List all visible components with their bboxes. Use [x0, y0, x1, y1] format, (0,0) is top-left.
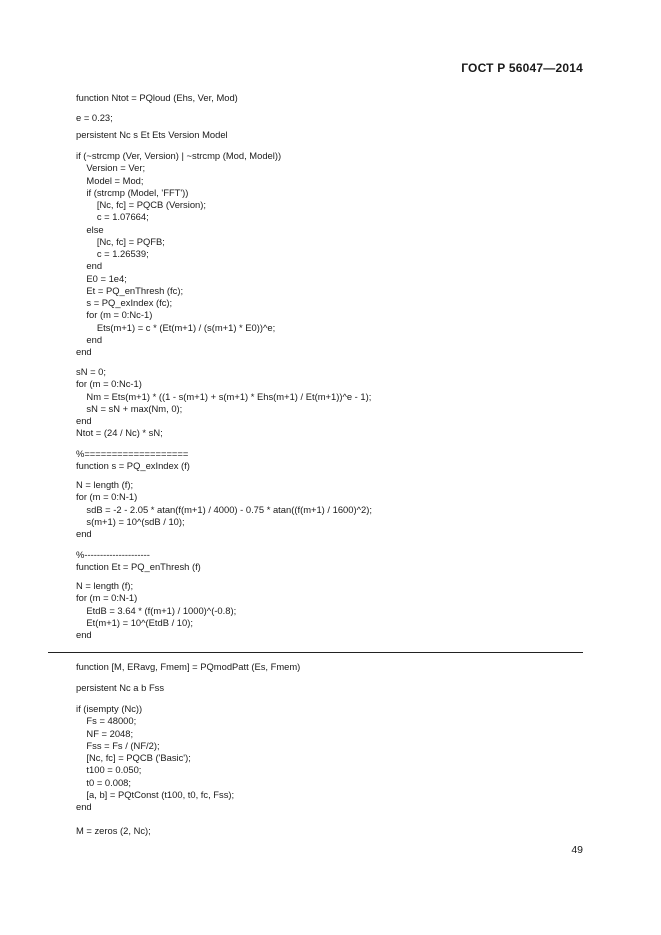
code-line: e = 0.23;	[76, 112, 113, 123]
code-line: Fss = Fs / (NF/2);	[76, 739, 160, 751]
section-divider	[48, 652, 583, 653]
code-block	[76, 92, 238, 104]
code-line: %===================	[76, 448, 189, 459]
code-line: t100 = 0.050;	[76, 764, 142, 776]
code-line: persistent Nc a b Fss	[76, 682, 165, 693]
code-line: end	[76, 528, 92, 539]
code-line: NF = 2048;	[76, 727, 134, 739]
code-line: for (m = 0:N-1)	[76, 592, 138, 604]
code-block	[76, 150, 281, 358]
code-line: end	[76, 801, 92, 812]
code-line: Et = PQ_enThresh (fc);	[76, 284, 184, 296]
code-line: Fs = 48000;	[76, 715, 137, 727]
code-line: persistent Nc s Et Ets Version Model	[76, 129, 228, 140]
code-line: function s = PQ_exIndex (f)	[76, 460, 190, 472]
code-line: sdB = -2 - 2.05 * atan(f(m+1) / 4000) - 0.75 * atan((f(m+1) / 1600)^2);	[76, 503, 372, 515]
code-line: [Nc, fc] = PQCB (Version);	[76, 199, 206, 210]
code-line: end	[76, 346, 92, 357]
code-block	[76, 661, 300, 673]
code-block	[76, 825, 151, 837]
code-line: if (isempty (Nc))	[76, 703, 143, 714]
code-line: t0 = 0.008;	[76, 776, 131, 788]
code-line: if (~strcmp (Ver, Version) | ~strcmp (Mod, Model))	[76, 150, 282, 161]
code-line: for (m = 0:Nc-1)	[76, 378, 142, 390]
code-line: [Nc, fc] = PQFB;	[76, 235, 165, 247]
code-line: end	[76, 415, 92, 426]
code-line: else	[76, 223, 104, 235]
code-block	[76, 448, 190, 473]
code-block	[76, 479, 372, 540]
code-block	[76, 703, 234, 813]
code-block	[76, 580, 236, 641]
code-line: end	[76, 333, 103, 345]
code-line: c = 1.07664;	[76, 211, 149, 223]
code-block	[76, 366, 371, 440]
code-line: s(m+1) = 10^(sdB / 10);	[76, 515, 185, 527]
code-line: c = 1.26539;	[76, 248, 149, 259]
code-block	[76, 129, 228, 141]
code-line: if (strcmp (Model, 'FFT'))	[76, 186, 189, 198]
code-line: E0 = 1e4;	[76, 272, 127, 284]
code-line: function Ntot = PQloud (Ehs, Ver, Mod)	[76, 92, 238, 103]
standard-header: ГОСТ Р 56047—2014	[461, 61, 583, 75]
code-line: s = PQ_exIndex (fc);	[76, 297, 173, 308]
code-line: [Nc, fc] = PQCB ('Basic');	[76, 752, 191, 763]
code-line: Et(m+1) = 10^(EtdB / 10);	[76, 616, 193, 628]
code-line: for (m = 0:Nc-1)	[76, 309, 153, 321]
code-block	[76, 682, 164, 694]
code-line: end	[76, 260, 103, 272]
code-line: M = zeros (2, Nc);	[76, 825, 151, 836]
code-line: sN = 0;	[76, 366, 106, 377]
code-line: Ntot = (24 / Nc) * sN;	[76, 427, 163, 439]
code-line: Nm = Ets(m+1) * ((1 - s(m+1) + s(m+1) * Ehs(m+1) / Et(m+1))^e - 1);	[76, 390, 372, 402]
code-line: function Et = PQ_enThresh (f)	[76, 561, 201, 573]
code-line: end	[76, 629, 92, 640]
code-line: N = length (f);	[76, 479, 134, 490]
code-line: Model = Mod;	[76, 174, 144, 186]
code-line: for (m = 0:N-1)	[76, 491, 138, 503]
code-block	[76, 112, 113, 124]
code-line: EtdB = 3.64 * (f(m+1) / 1000)^(-0.8);	[76, 604, 237, 616]
code-line: function [M, ERavg, Fmem] = PQmodPatt (Es, Fmem)	[76, 661, 301, 672]
code-line: Version = Ver;	[76, 162, 146, 174]
code-line: N = length (f);	[76, 580, 134, 591]
code-line: Ets(m+1) = c * (Et(m+1) / (s(m+1) * E0))^e;	[76, 321, 276, 333]
page-number: 49	[571, 844, 583, 856]
code-line: sN = sN + max(Nm, 0);	[76, 402, 183, 414]
code-block	[76, 549, 201, 574]
code-line: [a, b] = PQtConst (t100, t0, fc, Fss);	[76, 788, 235, 800]
code-line: %---------------------	[76, 549, 150, 560]
